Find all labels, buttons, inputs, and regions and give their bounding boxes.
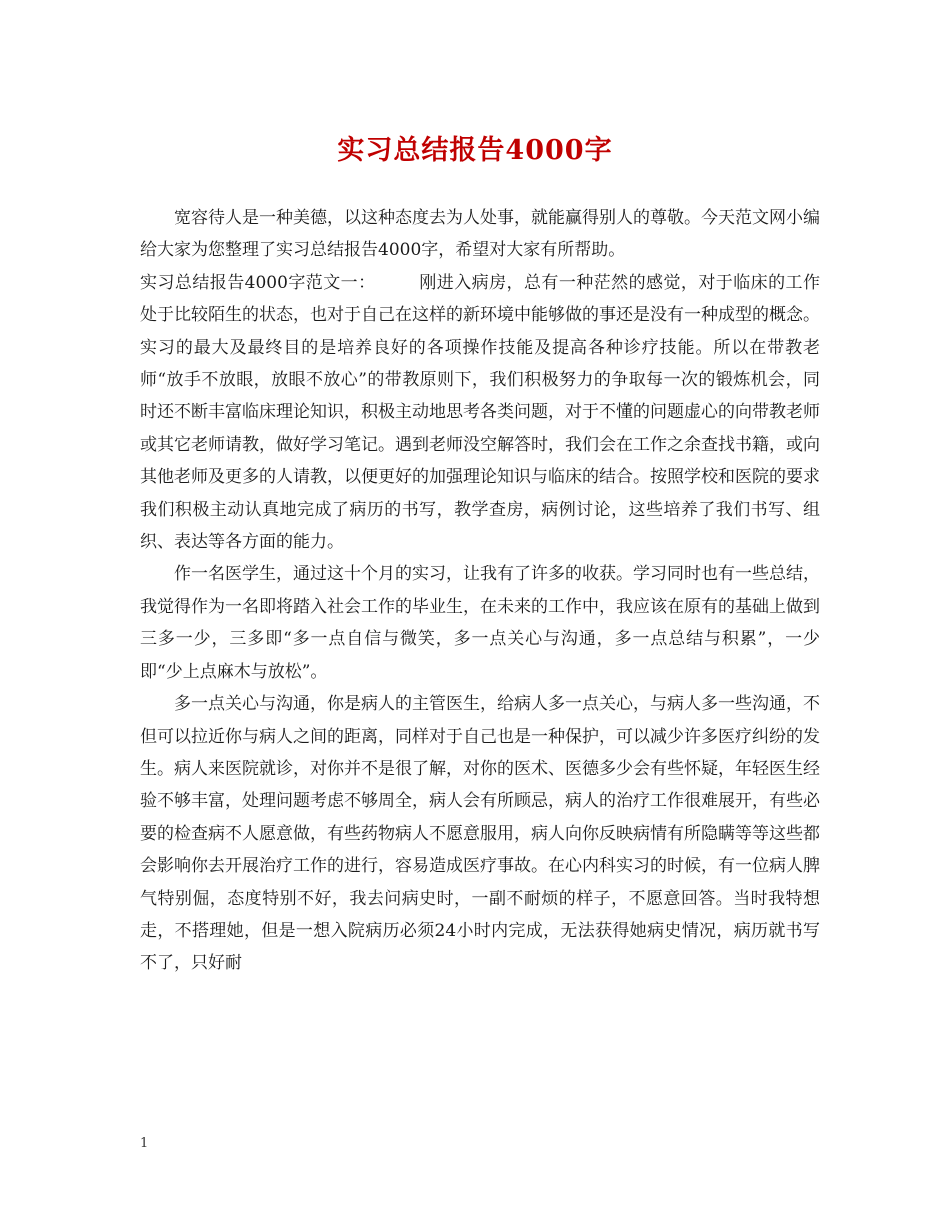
page-number: 1 [140, 1136, 149, 1151]
paragraph-sample-one: 实习总结报告4000字范文一： 刚进入病房，总有一种茫然的感觉，对于临床的工作处于比较陌生的状态，也对于自己在这样的新环境中能够做的事还是没有一种成型的概念。实习的最大及最终目的是培养良好的各项操作技能及提高各种诊疗技能。所以在带教老师“放手不放眼，放眼不放心”的带教原则下，我们积极努力的争取每一次的锻炼机会，同时还不断丰富临床理论知识，积极主动地思考各类问题，对于不懂的问题虚心的向带教老师或其它老师请教，做好学习笔记。遇到老师没空解答时，我们会在工作之余查找书籍，或向其他老师及更多的人请教，以便更好的加强理论知识与临床的结合。按照学校和医院的要求我们积极主动认真地完成了病历的书写，教学查房，病例讨论，这些培养了我们书写、组织、表达等各方面的能力。 [140, 272, 820, 553]
paragraph-intro: 宽容待人是一种美德，以这种态度去为人处事，就能赢得别人的尊敬。今天范文网小编给大家为您整理了实习总结报告4000字，希望对大家有所帮助。 [140, 208, 820, 261]
document-title: 实习总结报告4000字 [337, 135, 613, 166]
paragraph-communication: 多一点关心与沟通，你是病人的主管医生，给病人多一点关心，与病人多一些沟通，不但可以拉近你与病人之间的距离，同样对于自己也是一种保护，可以减少许多医疗纠纷的发生。病人来医院就诊，对你并不是很了解，对你的医术、医德多少会有些怀疑，年轻医生经验不够丰富，处理问题考虑不够周全，病人会有所顾忌，病人的治疗工作很难展开，有些必要的检查病不人愿意做，有些药物病人不愿意服用，病人向你反映病情有所隐瞒等等这些都会影响你去开展治疗工作的进行，容易造成医疗事故。在心内科实习的时候，有一位病人脾气特别倔，态度特别不好，我去问病史时，一副不耐烦的样子，不愿意回答。当时我特想走，不搭理她，但是一想入院病历必须24小时内完成，无法获得她病史情况，病历就书写不了，只好耐 [140, 694, 820, 974]
paragraph-summary: 作一名医学生，通过这十个月的实习，让我有了许多的收获。学习同时也有一些总结，我觉得作为一名即将踏入社会工作的毕业生，在未来的工作中，我应该在原有的基础上做到三多一少，三多即“多一点自信与微笑，多一点关心与沟通，多一点总结与积累”，一少即“少上点麻木与放松”。 [140, 564, 820, 682]
document-body [140, 202, 820, 980]
